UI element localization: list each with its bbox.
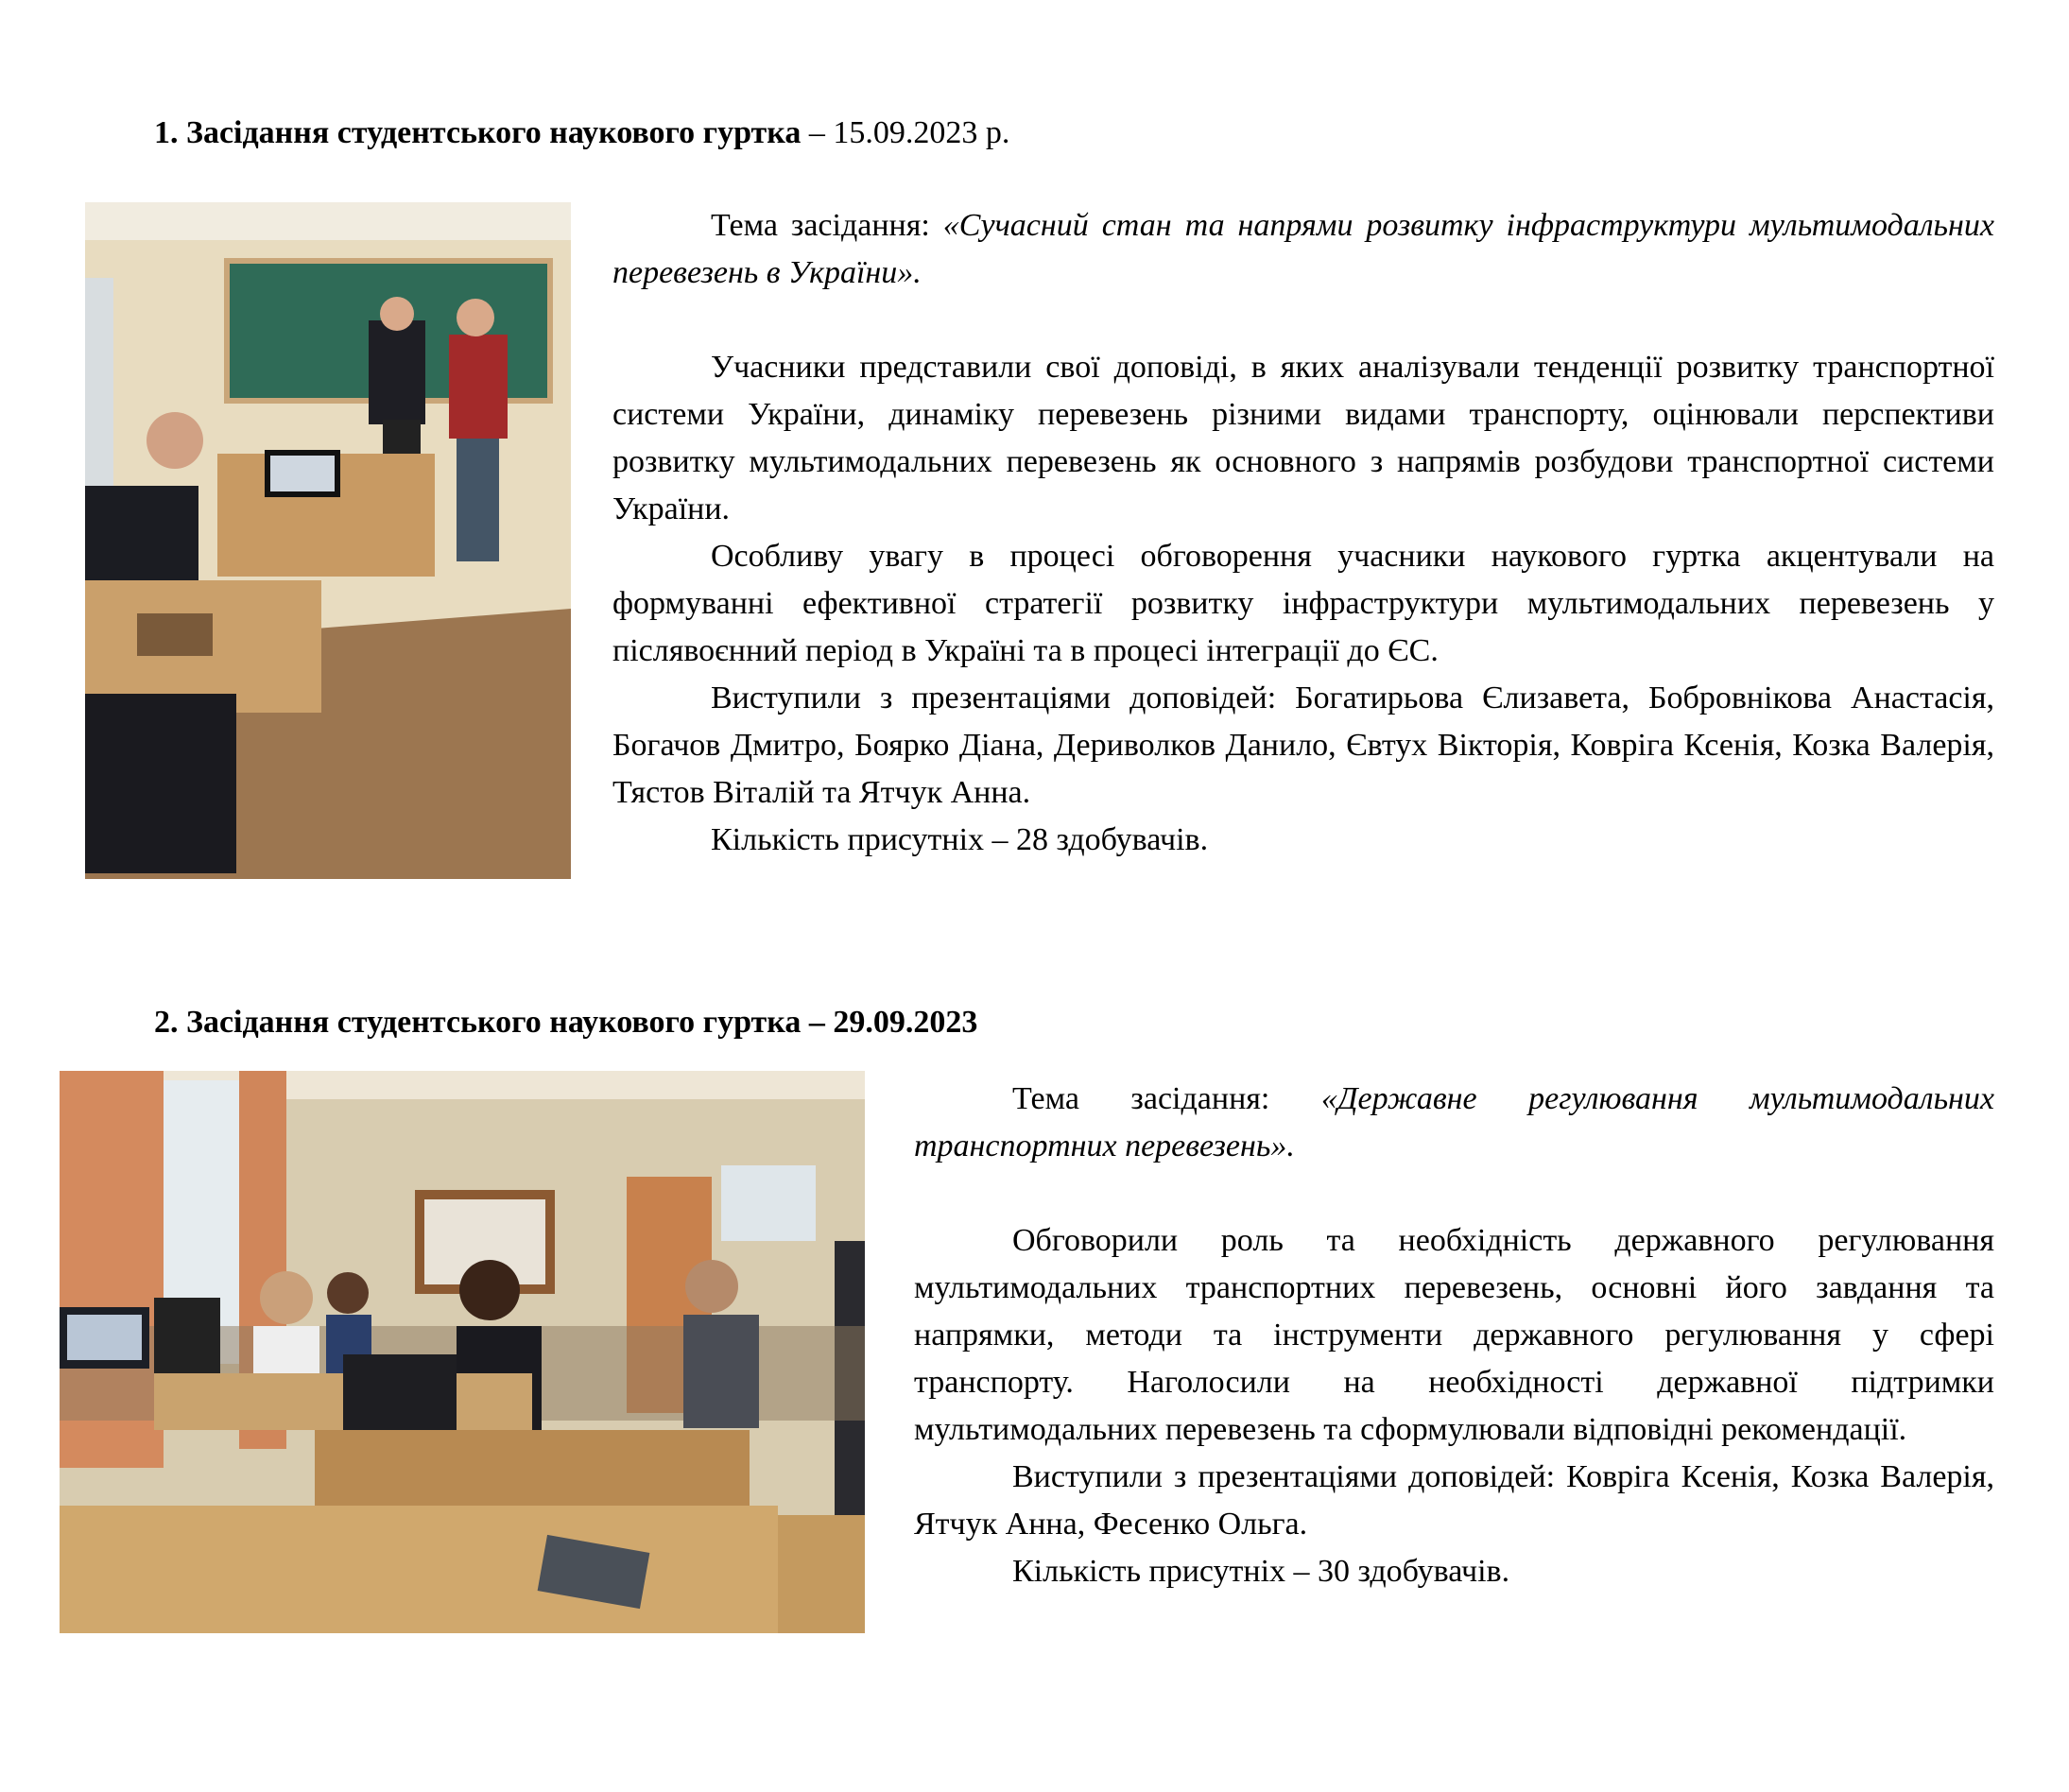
topic-title: «Сучасний стан та напрями розвитку інфраструктури мультимодальних перевезень в України».: [612, 208, 1994, 290]
meeting-2-photo: [60, 1071, 865, 1633]
section-2-heading: [154, 1004, 977, 1042]
section-2-paragraph-2: Виступили з презентаціями доповідей: Ковріга Ксенія, Козка Валерія, Ятчук Анна, Фесенко Ольга.: [914, 1459, 1994, 1542]
section-2-heading-bold: Засідання студентського наукового гуртка – 29.09.2023: [186, 1005, 978, 1040]
section-1-paragraph-3: Виступили з презентаціями доповідей: Богатирьова Єлизавета, Бобровнікова Анастасія, Богачов Дмитро, Боярко Діана, Дериволков Данило, Євтух Вікторія, Ковріга Ксенія, Козка Валерія, Тястов Віталій та Ятчук Анна.: [612, 681, 1994, 810]
section-1-text: [612, 202, 1994, 864]
topic-label: Тема засідання:: [1012, 1081, 1321, 1116]
topic-label: Тема засідання:: [711, 208, 943, 243]
section-1-heading: [154, 114, 1009, 152]
section-1-topic: [612, 202, 1994, 297]
meeting-1-photo: [85, 202, 571, 879]
topic-title: «Державне регулювання мультимодальних транспортних перевезень».: [914, 1081, 1994, 1163]
section-2-topic: [914, 1076, 1994, 1170]
section-1-paragraph-2: Особливу увагу в процесі обговорення учасники наукового гуртка акцентували на формуванні ефективної стратегії розвитку інфраструктури мультимодальних перевезень у післявоєнний період в Україні та в процесі інтеграції до ЄС.: [612, 539, 1994, 668]
section-2-attendance: Кількість присутніх – 30 здобувачів.: [1012, 1554, 1510, 1589]
section-1-heading-bold: Засідання студентського наукового гуртка: [186, 115, 802, 150]
section-2-text: [914, 1076, 1994, 1595]
section-1-paragraph-1: Учасники представили свої доповіді, в яких аналізували тенденції розвитку транспортної системи України, динаміку перевезень різними видами транспорту, оцінювали перспективи розвитку мультимодальних перевезень як основного з напрямів розбудови транспортної системи України.: [612, 350, 1994, 526]
section-1-heading-date: – 15.09.2023 р.: [801, 115, 1010, 150]
section-2-number: 2.: [154, 1005, 179, 1040]
section-1-number: 1.: [154, 115, 179, 150]
section-2-paragraph-1: Обговорили роль та необхідність державного регулювання мультимодальних транспортних перевезень, основні його завдання та напрямки, методи та інструменти державного регулювання у сфері транспорту. Наголосили на необхідності державної підтримки мультимодальних перевезень та сформулювали відповідні рекомендації.: [914, 1223, 1994, 1447]
section-1-attendance: Кількість присутніх – 28 здобувачів.: [711, 822, 1209, 857]
